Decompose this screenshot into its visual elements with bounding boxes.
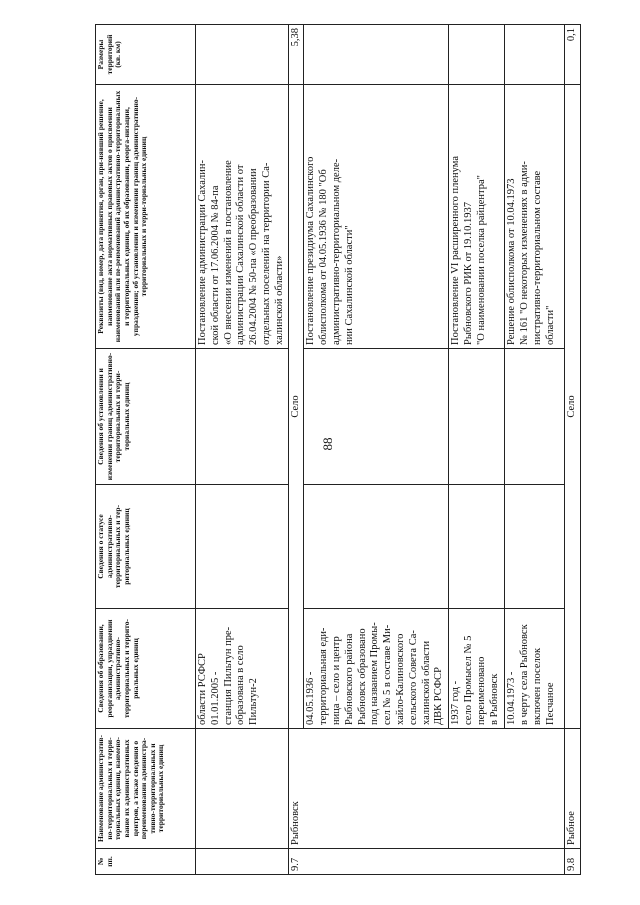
header-row bbox=[96, 25, 196, 875]
row-9-7-name: Рыбновск bbox=[288, 729, 565, 849]
row-9-7-status-label: Село bbox=[288, 85, 304, 729]
row-9-7-area-1 bbox=[304, 25, 449, 85]
row-9-7-borders-3 bbox=[505, 349, 565, 485]
row-9-7-requisites-2: Постановление VI расширенного пленума Рыбновского РИК от 19.10.1937 "О наименовании поселка райцентра" bbox=[449, 85, 505, 349]
cont-area bbox=[196, 25, 289, 85]
row-9-7-status-1 bbox=[304, 485, 449, 609]
row-9-8 bbox=[565, 25, 581, 875]
cont-status bbox=[196, 485, 289, 609]
header-status: Сведения о статусе административно-территориальных и тер-риториальных единиц bbox=[96, 485, 196, 609]
cont-num bbox=[196, 849, 289, 875]
row-9-7-area: 5,38 bbox=[288, 25, 304, 85]
row-9-7-area-3 bbox=[505, 25, 565, 85]
row-9-7-num: 9.7 bbox=[288, 849, 565, 875]
row-9-7-requisites-1: Постановление президиума Сахалинского облисполкома от 04.05.1936 № 180 "Об административно-территориальном деле- нии Сахалинской области" bbox=[304, 85, 449, 349]
row-9-7-status bbox=[288, 25, 304, 875]
header-formation: Сведения об образовании, реорганизации, упразднении административно-территориальных и террито-риальных единиц bbox=[96, 609, 196, 729]
row-9-7-formation-3: 10.04.1973 - в черту села Рыбновск включен поселок Песчаное bbox=[505, 609, 565, 729]
rotated-page-table bbox=[95, 25, 605, 875]
row-9-7-borders-2 bbox=[449, 349, 505, 485]
cont-requisites: Постановление администрации Сахалин- ской области от 17.06.2004 № 84-па «О внесении изменений в постановление администрации Сахалинской области от 26.04.2004 № 50-па «О преобразовании отдельных поселений на территории Са- халинской области» bbox=[196, 85, 289, 349]
header-area: Размеры территорий (кв. км) bbox=[96, 25, 196, 85]
row-9-8-name: Рыбное bbox=[565, 729, 581, 849]
admin-territorial-table bbox=[95, 24, 581, 875]
cont-name bbox=[196, 729, 289, 849]
header-name: Наименование административ-но-территориальных и терри-ториальных единиц, наимено-вание их административных центров, а также сведения о переименовании администра-тивно-территориальных и территориальных единиц bbox=[96, 729, 196, 849]
row-9-7-borders-1 bbox=[304, 349, 449, 485]
row-9-7-status-2 bbox=[449, 485, 505, 609]
row-9-7-formation-2: 1937 год - село Промысел № 5 переименовано в Рыбновск bbox=[449, 609, 505, 729]
page-number: 88 bbox=[320, 437, 335, 451]
row-9-8-status-label: Село bbox=[565, 85, 581, 729]
row-9-7-formation-1: 04.05.1936 - территориальная еди- ница – село и центр Рыбновского района Рыбновск образовано под названием Промы- сел № 5 в составе Ми- хайло-Калиновского сельского Совета Са- халинской области ДВК РСФСР bbox=[304, 609, 449, 729]
header-borders: Сведения об установлении и изменении границ административно-территориальных и терри-ториальных единиц bbox=[96, 349, 196, 485]
continuation-row bbox=[196, 25, 289, 875]
header-requisites: Реквизиты (вид, номер, дата принятия, орган, при-нявший решение, наименование акта нормативных правовых актов о присвоении наименований или пе-реименований административно-территориальных и территориальных единиц, об их образовании, реорга-низации, упразднении; об установлении и изменении границ административно-территориальных и терри-ториальных единиц bbox=[96, 85, 196, 349]
row-9-7-requisites-3: Решение облисполкома от 10.04.1973 № 161 "О некоторых изменениях в адми- нистративно-территориальном составе области" bbox=[505, 85, 565, 349]
row-9-7-status-3 bbox=[505, 485, 565, 609]
cont-borders bbox=[196, 349, 289, 485]
row-9-8-area: 0,1 bbox=[565, 25, 581, 85]
cont-formation: области РСФСР 01.01.2005 - станция Пильтун пре- образована в село Пильтун-2 bbox=[196, 609, 289, 729]
row-9-7-area-2 bbox=[449, 25, 505, 85]
row-9-8-num: 9.8 bbox=[565, 849, 581, 875]
header-num: № пп. bbox=[96, 849, 196, 875]
